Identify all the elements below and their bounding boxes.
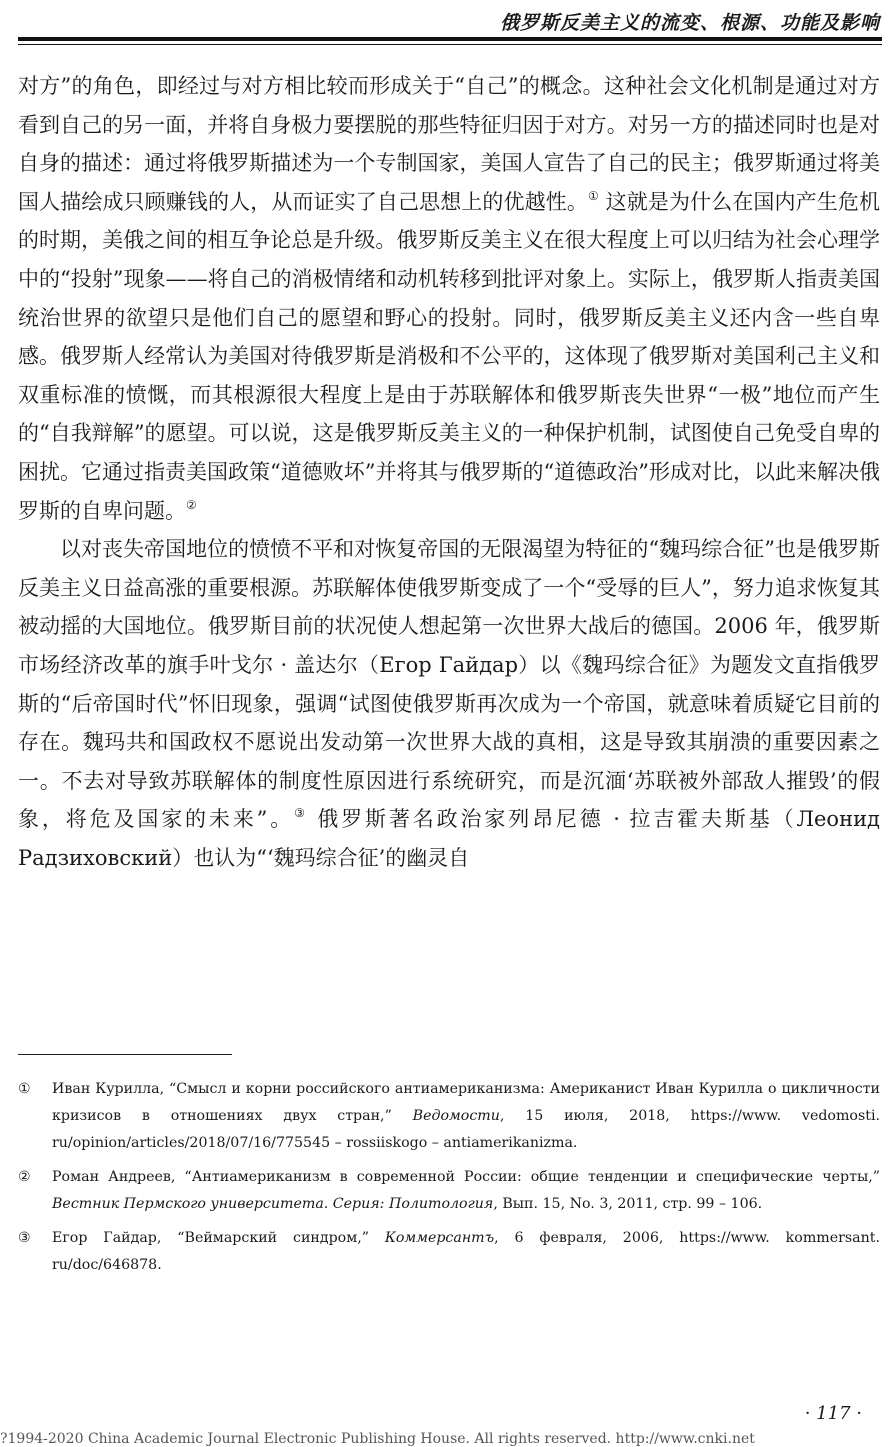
footnote-citation-tail: , Вып. 15, No. 3, 2011, стр. 99 – 106. bbox=[493, 1196, 763, 1212]
footnote-number: ① bbox=[18, 1081, 31, 1097]
footnote-citation-tail: , 6 февраля, 2006, https://www. kommersant. ru/doc/646878. bbox=[52, 1230, 880, 1273]
paragraph-1-text-b: 这就是为什么在国内产生危机的时期，美俄之间的相互争论总是升级。俄罗斯反美主义在很大程度上可以归结为社会心理学中的“投射”现象——将自己的消极情绪和动机转移到批评对象上。实际上，俄罗斯人指责美国统治世界的欲望只是他们自己的愿望和野心的投射。同时，俄罗斯反美主义还内含一些自卑感。俄罗斯人经常认为美国对待俄罗斯是消极和不公平的，这体现了俄罗斯对美国利己主义和双重标准的愤慨，而其根源很大程度上是由于苏联解体和俄罗斯丧失世界“一极”地位而产生的“自我辩解”的愿望。可以说，这是俄罗斯反美主义的一种保护机制，试图使自己免受自卑的困扰。它通过指责美国政策“道德败坏”并将其与俄罗斯的“道德政治”形成对比，以此来解决俄罗斯的自卑问题。 bbox=[18, 189, 880, 523]
header-rule-thick bbox=[18, 37, 882, 41]
footnote-1 bbox=[18, 1076, 880, 1157]
paragraph-1 bbox=[18, 67, 880, 530]
footnote-ref-3[interactable]: ③ bbox=[294, 806, 308, 821]
page-number-value: 117 bbox=[816, 1403, 851, 1424]
footnote-citation: Роман Андреев, “Антиамериканизм в современной России: общие тенденции и специфические черты,” bbox=[52, 1169, 880, 1185]
footnote-text bbox=[52, 1076, 880, 1157]
footnote-ref-1[interactable]: ① bbox=[588, 188, 599, 203]
footnote-number: ③ bbox=[18, 1230, 31, 1246]
footnote-2 bbox=[18, 1164, 880, 1218]
page-dot-right: · bbox=[856, 1403, 862, 1424]
paragraph-2 bbox=[18, 530, 880, 877]
footnote-ref-2[interactable]: ② bbox=[186, 497, 197, 512]
running-header-title: 俄罗斯反美主义的流变、根源、功能及影响 bbox=[499, 12, 880, 34]
footnote-3 bbox=[18, 1225, 880, 1279]
footnote-text bbox=[52, 1164, 880, 1218]
page-number bbox=[805, 1403, 862, 1424]
page-dot-left: · bbox=[804, 1403, 811, 1424]
paragraph-2-text-a: 以对丧失帝国地位的愤愤不平和对恢复帝国的无限渴望为特征的“魏玛综合征”也是俄罗斯反美主义日益高涨的重要根源。苏联解体使俄罗斯变成了一个“受辱的巨人”，努力追求恢复其被动摇的大国地位。俄罗斯目前的状况使人想起第一次世界大战后的德国。2006 年，俄罗斯市场经济改革的旗手叶戈尔 · 盖达尔（Егор Гайдар）以《魏玛综合征》为题发文直指俄罗斯的“后帝国时代”怀旧现象，强调“试图使俄罗斯再次成为一个帝国，就意味着质疑它目前的存在。魏玛共和国政权不愿说出发动第一次世界大战的真相，这是导致其崩溃的重要因素之一。不去对导致苏联解体的制度性原因进行系统研究，而是沉湎‘苏联被外部敌人摧毁’的假象，将危及国家的未来”。 bbox=[18, 537, 880, 832]
footnote-citation: Иван Курилла, “Смысл и корни российского антиамериканизма: Американист Иван Курилла о цикличности кризисов в отношениях двух стран,” bbox=[52, 1081, 880, 1124]
paragraph-1-text-a: 对方”的角色，即经过与对方相比较而形成关于“自己”的概念。这种社会文化机制是通过对方看到自己的另一面，并将自身极力要摆脱的那些特征归因于对方。对另一方的描述同时也是对自身的描述：通过将俄罗斯描述为一个专制国家，美国人宣告了自己的民主；俄罗斯通过将美国人描绘成只顾赚钱的人，从而证实了自己思想上的优越性。 bbox=[18, 74, 880, 214]
footnote-source-title: Коммерсантъ bbox=[384, 1230, 495, 1246]
footnote-text bbox=[52, 1225, 880, 1279]
footnotes bbox=[18, 1076, 880, 1286]
footnote-source-title: Ведомости bbox=[412, 1108, 500, 1124]
header-rule-thin bbox=[18, 44, 882, 45]
copyright-footer: ?1994-2020 China Academic Journal Electronic Publishing House. All rights reserved. http://www.cnki.net bbox=[0, 1431, 755, 1447]
footnote-citation: Егор Гайдар, “Веймарский синдром,” bbox=[52, 1230, 385, 1246]
footnote-source-title: Вестник Пермского университета. Серия: Политология bbox=[52, 1196, 494, 1212]
footnote-citation-tail: , 15 июля, 2018, https://www. vedomosti. ru/opinion/articles/2018/07/16/775545 – rossiiskogo – antiamerikanizma. bbox=[52, 1108, 880, 1151]
main-text bbox=[18, 67, 880, 877]
paragraph-2-text-b: 俄罗斯著名政治家列昂尼德 · 拉吉霍夫斯基（Леонид Радзиховский）也认为“‘魏玛综合征’的幽灵自 bbox=[18, 807, 880, 870]
footnote-separator bbox=[18, 1054, 232, 1055]
footnote-number: ② bbox=[18, 1169, 31, 1185]
